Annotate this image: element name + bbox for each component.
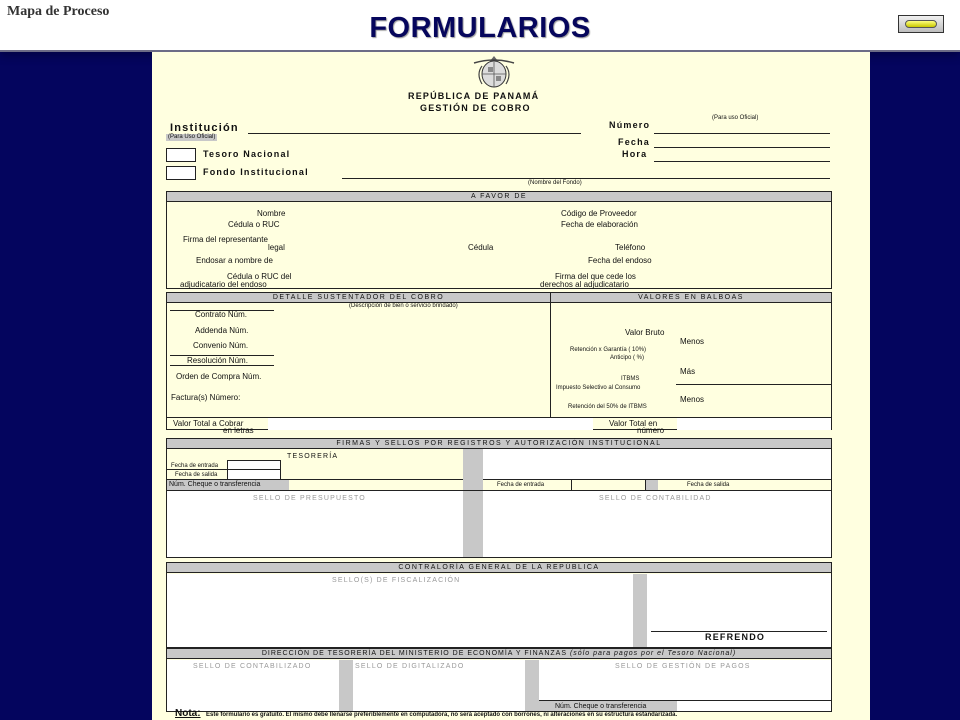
mas-label: Más (680, 367, 696, 376)
sello-contabilidad-label: SELLO DE CONTABILIDAD (599, 495, 712, 502)
refrendo-label: REFRENDO (705, 632, 766, 642)
cedula-ruc-adj-1: Cédula o RUC del (227, 272, 292, 281)
nombre-label: Nombre (257, 209, 286, 218)
detalle-subtitle: (Descripción de bien o servicio brindado) (349, 303, 458, 309)
fecha-elaboracion-label: Fecha de elaboración (561, 220, 638, 229)
codigo-proveedor-label: Código de Proveedor (561, 209, 637, 218)
sello-contabilizado-label: SELLO DE CONTABILIZADO (193, 663, 312, 670)
tesoreria-label: TESORERÍA (287, 453, 339, 460)
header-bar (0, 0, 960, 52)
detalle-header: DETALLE SUSTENTADOR DEL COBRO (167, 293, 551, 303)
fecha-endoso-label: Fecha del endoso (588, 256, 652, 265)
sello-presupuesto-label: SELLO DE PRESUPUESTO (253, 495, 366, 502)
contraloria-header: CONTRALORÍA GENERAL DE LA REPÚBLICA (167, 563, 831, 573)
hora-field[interactable] (654, 161, 830, 162)
cedula-label: Cédula (468, 243, 494, 252)
convenio-label: Convenio Núm. (193, 341, 249, 350)
direccion-gray-divider-2 (525, 660, 539, 711)
a-favor-header: A FAVOR DE (167, 192, 831, 202)
breadcrumb[interactable]: Mapa de Proceso (7, 4, 110, 19)
resolucion-line (170, 365, 274, 366)
fecha-field[interactable] (654, 147, 830, 148)
contrato-line (170, 310, 274, 311)
retencion-itbms-label: Retención del 50% de ITBMS (568, 404, 647, 410)
gestion-cobro-form (152, 52, 870, 720)
itbms-label: ITBMS (621, 376, 640, 382)
itbms-line (676, 384, 832, 385)
valor-numero-field[interactable] (677, 418, 831, 430)
telefono-label: Teléfono (615, 243, 646, 252)
direccion-gray-divider-1 (339, 660, 353, 711)
a-favor-section (166, 191, 832, 289)
fondo-label: Fondo Institucional (203, 167, 309, 177)
retencion-garantia-label: Retención x Garantía ( 10%) (570, 347, 647, 353)
nota-text: Este formulario es gratuito. El mismo debe llenarse preferiblemente en computadora, no será aceptado con borrones, ni alteraciones en su estructura estandarizada. (206, 712, 678, 718)
facturas-label: Factura(s) Número: (171, 393, 241, 402)
republic-title: REPÚBLICA DE PANAMÁ (408, 91, 540, 101)
valor-numero-2: número (637, 426, 665, 435)
direccion-header (167, 649, 831, 659)
firma-rep-label-2: legal (268, 243, 285, 252)
firmas-section (166, 438, 832, 558)
impuesto-selectivo-label: Impuesto Selectivo al Consumo (556, 385, 641, 391)
autorizacion-area[interactable] (483, 449, 831, 479)
numero-field[interactable] (654, 133, 830, 134)
direccion-title: DIRECCIÓN DE TESORERÍA DEL MINISTERIO DE ECONOMÍA Y FINANZAS (261, 650, 568, 657)
cedula-ruc-adj-2: adjudicatario del endoso (180, 280, 267, 289)
fecha-div-1 (571, 479, 572, 490)
fondo-checkbox[interactable] (166, 166, 196, 180)
detalle-section (166, 292, 832, 435)
direccion-cheque-field[interactable] (677, 700, 831, 711)
orden-compra-label: Orden de Compra Núm. (176, 372, 262, 381)
fecha-entrada-label: Fecha de entrada (171, 463, 219, 469)
contraloria-gray-divider (633, 574, 647, 647)
valor-numero-1: Valor Total en (609, 419, 658, 428)
detalle-divider (550, 303, 551, 429)
tesoro-checkbox[interactable] (166, 148, 196, 162)
page-title: FORMULARIOS (369, 12, 591, 44)
tesoro-label: Tesoro Nacional (203, 149, 291, 159)
menos-label-2: Menos (680, 395, 705, 404)
gestion-title: GESTIÓN DE COBRO (420, 103, 531, 113)
fecha-divider (167, 469, 281, 470)
valores-header: VALORES EN BALBOAS (551, 293, 831, 303)
fecha-salida-2-label: Fecha de salida (687, 482, 730, 488)
direccion-section (166, 648, 832, 712)
contrato-label: Contrato Núm. (195, 310, 248, 319)
firmas-gray-divider (463, 449, 483, 557)
resolucion-label: Resolución Núm. (187, 356, 248, 365)
numero-label: Número (609, 120, 651, 130)
para-uso-oficial-left: (Para Uso Oficial) (168, 134, 216, 140)
endosar-label: Endosar a nombre de (196, 256, 273, 265)
next-button[interactable] (898, 15, 944, 33)
nombre-fondo-caption: (Nombre del Fondo) (528, 180, 582, 186)
valor-letras-field[interactable] (268, 418, 593, 430)
institucion-field[interactable] (248, 133, 581, 134)
nota-label: Nota: (175, 708, 201, 719)
tesoreria-line-1 (167, 479, 463, 480)
valor-letras-2: en letras (223, 426, 254, 435)
addenda-label: Addenda Núm. (195, 326, 249, 335)
para-uso-oficial-right: (Para uso Oficial) (712, 115, 759, 121)
anticipo-label: Anticipo ( %) (610, 355, 645, 361)
firma-cede-2: derechos al adjudicatario (540, 280, 629, 289)
valor-letras-1: Valor Total a Cobrar (173, 419, 244, 428)
sello-gestion-label: SELLO DE GESTIÓN DE PAGOS (615, 663, 751, 670)
firma-cede-1: Firma del que cede los (555, 272, 636, 281)
pill-icon (905, 20, 937, 28)
panama-coat-of-arms-icon (468, 54, 520, 90)
direccion-note: (sólo para pagos por el Tesoro Nacional) (569, 650, 737, 657)
fecha-label: Fecha (618, 137, 651, 147)
num-cheque-label: Núm. Cheque o transferencia (169, 481, 261, 488)
sello-digitalizado-label: SELLO DE DIGITALIZADO (355, 663, 465, 670)
firma-rep-label-1: Firma del representante (183, 235, 268, 244)
valor-bruto-label: Valor Bruto (625, 328, 665, 337)
hora-label: Hora (622, 149, 648, 159)
fecha-salida-label: Fecha de salida (175, 472, 218, 478)
institucion-label: Institución (170, 122, 239, 134)
direccion-cheque-label: Núm. Cheque o transferencia (555, 703, 647, 710)
nombre-fondo-field[interactable] (342, 178, 830, 179)
contraloria-section (166, 562, 832, 648)
fecha-entrada-2-label: Fecha de entrada (497, 482, 545, 488)
cedula-ruc-label: Cédula o RUC (228, 220, 280, 229)
fecha-salida-2-bg (646, 480, 658, 490)
sello-fiscalizacion-label: SELLO(S) DE FISCALIZACIÓN (332, 577, 461, 584)
firmas-header: FIRMAS Y SELLOS POR REGISTROS Y AUTORIZACIÓN INSTITUCIONAL (167, 439, 831, 449)
menos-label-1: Menos (680, 337, 705, 346)
